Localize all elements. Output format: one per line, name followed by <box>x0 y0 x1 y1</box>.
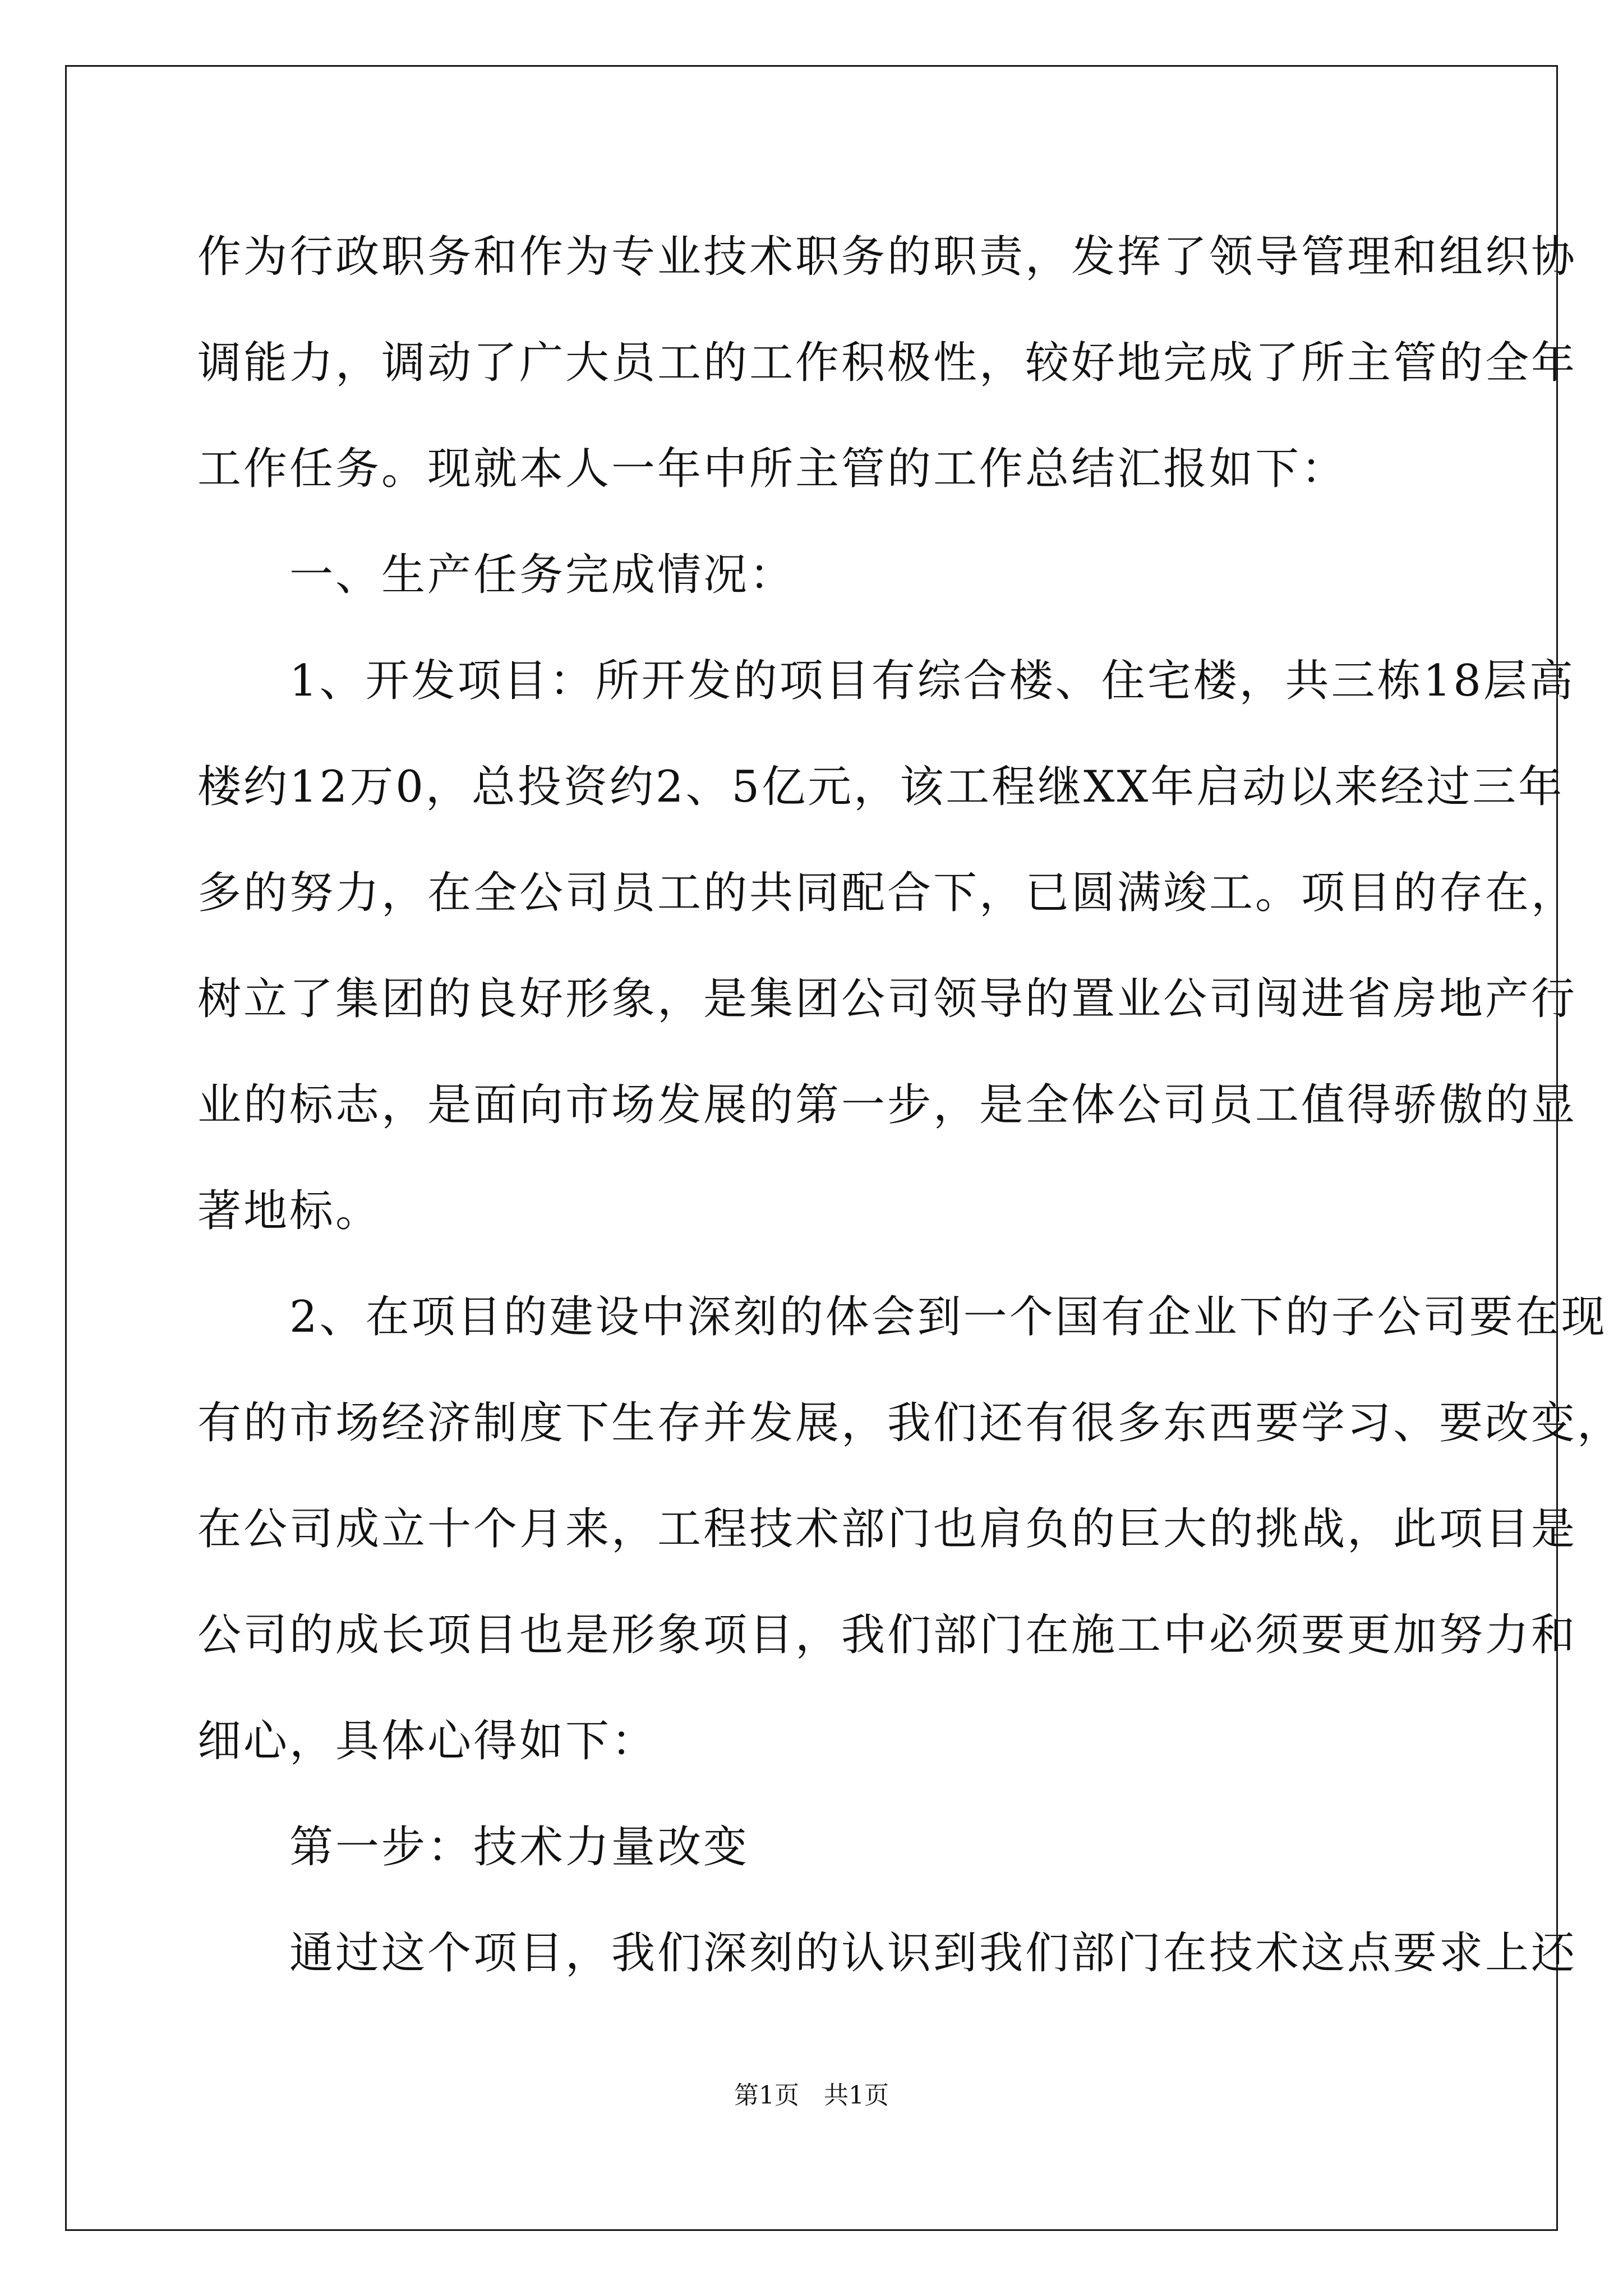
text-line: 调能力，调动了广大员工的工作积极性，较好地完成了所主管的全年 <box>197 338 1578 388</box>
text-line: 楼约12万0，总投资约2、5亿元，该工程继XX年启动以来经过三年 <box>197 762 1565 812</box>
page-number-footer: 第1页 共1页 <box>734 2081 889 2110</box>
subsection-heading: 第一步：技术力量改变 <box>197 1822 750 1872</box>
document-body <box>197 204 1623 2007</box>
text-line: 公司的成长项目也是形象项目，我们部门在施工中必须要更加努力和 <box>197 1610 1578 1660</box>
text-line: 树立了集团的良好形象，是集团公司领导的置业公司闯进省房地产行 <box>197 974 1578 1024</box>
text-line: 作为行政职务和作为专业技术职务的职责，发挥了领导管理和组织协 <box>197 232 1578 282</box>
text-line: 细心，具体心得如下： <box>197 1716 658 1766</box>
text-line: 在公司成立十个月来，工程技术部门也肩负的巨大的挑战，此项目是 <box>197 1504 1578 1554</box>
text-line: 业的标志，是面向市场发展的第一步，是全体公司员工值得骄傲的显 <box>197 1080 1578 1130</box>
section-heading: 一、生产任务完成情况： <box>197 550 796 600</box>
text-line: 多的努力，在全公司员工的共同配合下，已圆满竣工。项目的存在， <box>197 868 1578 918</box>
text-line: 2、在项目的建设中深刻的体会到一个国有企业下的子公司要在现 <box>197 1292 1607 1342</box>
text-line: 通过这个项目，我们深刻的认识到我们部门在技术这点要求上还 <box>197 1928 1578 1978</box>
text-line: 工作任务。现就本人一年中所主管的工作总结汇报如下： <box>197 444 1348 494</box>
text-line: 1、开发项目：所开发的项目有综合楼、住宅楼，共三栋18层高 <box>197 656 1575 706</box>
text-line: 有的市场经济制度下生存并发展，我们还有很多东西要学习、要改变， <box>197 1398 1623 1448</box>
text-line: 著地标。 <box>197 1186 382 1236</box>
